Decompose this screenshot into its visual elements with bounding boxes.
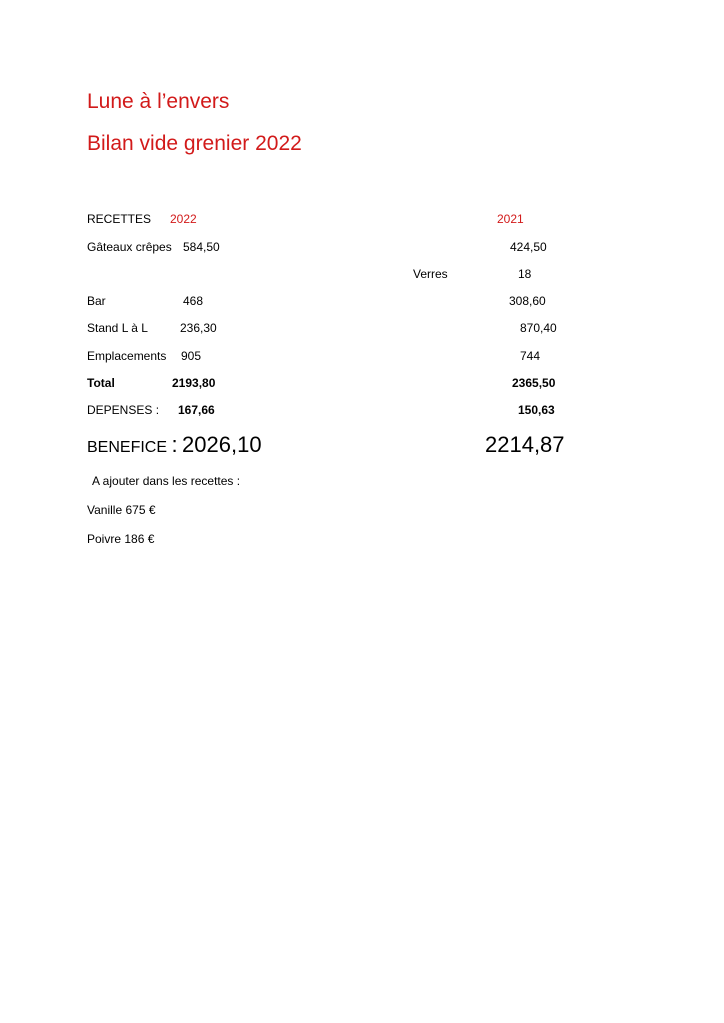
row-value-2021: 424,50 [510,240,547,254]
row-label: Verres [413,267,448,281]
year-2022-header: 2022 [170,212,197,226]
note-item: Vanille 675 € [87,503,156,517]
row-label: Gâteaux crêpes [87,240,172,254]
note-item: Poivre 186 € [87,532,155,546]
row-value-2022: 468 [183,294,204,308]
row-value-2022: 584,50 [183,240,220,254]
row-value-2022: 905 [181,349,202,363]
year-2021-header: 2021 [497,212,524,226]
total-label: Total [87,376,115,390]
depenses-label: DEPENSES : [87,403,160,417]
recettes-label: RECETTES [87,212,152,226]
total-value-2021: 2365,50 [512,376,556,390]
document-subtitle: Bilan vide grenier 2022 [87,132,302,155]
depenses-value-2021: 150,63 [518,403,555,417]
benefice-value-2022: 2026,10 [182,432,262,457]
total-value-2022: 2193,80 [172,376,216,390]
notes-intro: A ajouter dans les recettes : [92,474,241,488]
benefice-value-2021: 2214,87 [485,432,565,457]
row-value-2021: 870,40 [520,321,557,335]
row-value-2021: 308,60 [509,294,546,308]
row-label: Bar [87,294,106,308]
row-value-2021: 744 [520,349,541,363]
depenses-value-2022: 167,66 [178,403,215,417]
benefice-label: BENEFICE [87,439,168,456]
row-label: Emplacements [87,349,167,363]
row-value-2022: 236,30 [180,321,217,335]
row-label: Stand L à L [87,321,148,335]
document-title: Lune à l’envers [87,90,230,113]
benefice-line [87,432,262,461]
row-value-2021: 18 [518,267,532,281]
benefice-separator: : [171,432,178,457]
